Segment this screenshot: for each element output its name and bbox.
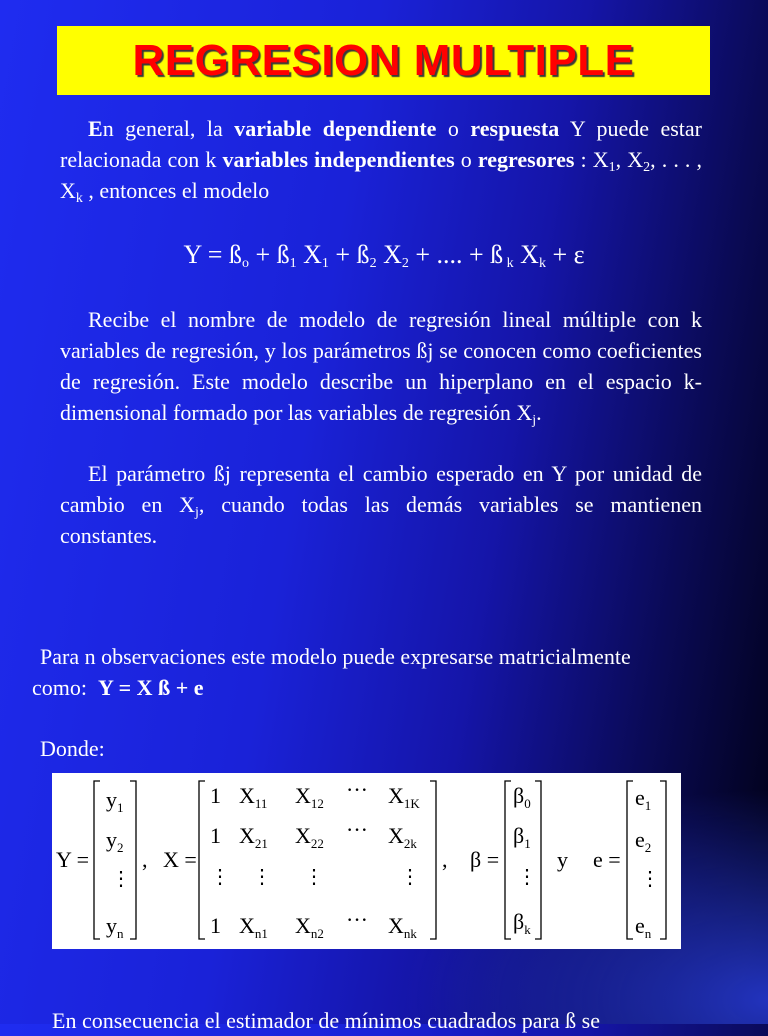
bottom-text: En consecuencia el estimador de mínimos cuadrados para ß se <box>52 1008 600 1033</box>
matrix-intro-line: Para n observaciones este modelo puede expresarse matricialmente <box>40 644 631 669</box>
svg-text:y2: $y_2$ <box>106 827 124 855</box>
svg-text:···: ··· <box>346 817 368 842</box>
parameter-paragraph: El parámetro ßj representa el cambio esperado en Y por unidad de cambio en $X_j$, cuando todas las demás variables se mantienen constantes. <box>60 461 702 548</box>
svg-text:⋮: ⋮ <box>517 866 537 888</box>
svg-text:e1: $e_1$ <box>635 785 652 813</box>
x-matrix-label: X = <box>163 847 197 872</box>
page-title: REGRESION MULTIPLE <box>132 35 635 85</box>
title-banner <box>57 26 710 95</box>
svg-text:⋮: ⋮ <box>400 866 420 888</box>
svg-text:βk: $\beta_k$ <box>513 909 531 937</box>
svg-text:e2: $e_2$ <box>635 827 652 855</box>
svg-text:X22: $X_{22}$ <box>295 823 324 851</box>
model-equation: $Y = ß_o$ + $ß_1$ $X_1$ + $ß_2$ $X_2$ + .... + ß $_k$ $X_k + \varepsilon$ <box>183 240 585 271</box>
svg-text:X11: $X_{11}$ <box>239 783 268 811</box>
svg-text:1: 1 <box>210 783 221 808</box>
svg-text:···: ··· <box>346 907 368 932</box>
svg-text:⋮: ⋮ <box>304 866 324 888</box>
svg-text:Xn2: $X_{n2}$ <box>295 913 324 941</box>
matrix-definitions <box>52 773 681 949</box>
svg-text:X1K: $X_{1K}$ <box>388 783 420 811</box>
svg-text:β0: $\beta_0$ <box>513 783 531 811</box>
beta-vector-label: β = <box>470 847 500 872</box>
comma-1: , <box>142 847 148 872</box>
donde-label: Donde: <box>40 736 105 761</box>
intro-paragraph: En general, la variable dependiente o respuesta Y puede estar relacionada con k variables independientes o regresores : $X_1$, $X_2$, . . . , $X_k$ , entonces el modelo <box>60 116 703 206</box>
svg-text:···: ··· <box>346 777 368 802</box>
comma-2: , <box>442 847 448 872</box>
e-vector-label: e = <box>593 847 621 872</box>
y-vector-label: Y = <box>56 847 89 872</box>
svg-text:⋮: ⋮ <box>210 866 230 888</box>
svg-text:en: $e_n$ <box>635 913 652 941</box>
svg-text:X21: $X_{21}$ <box>239 823 268 851</box>
svg-text:Xn1: $X_{n1}$ <box>239 913 268 941</box>
svg-text:X2k: $X_{2k}$ <box>388 823 417 851</box>
svg-text:Xnk: $X_{nk}$ <box>388 913 417 941</box>
svg-text:y1: $y_1$ <box>106 787 124 815</box>
svg-text:⋮: ⋮ <box>111 868 131 890</box>
matrix-formula-line: como: Y = X ß + e <box>32 675 204 700</box>
svg-text:1: 1 <box>210 913 221 938</box>
svg-text:X12: $X_{12}$ <box>295 783 324 811</box>
svg-text:⋮: ⋮ <box>252 866 272 888</box>
y-connector: y <box>557 847 568 872</box>
svg-text:⋮: ⋮ <box>640 868 660 890</box>
description-paragraph: Recibe el nombre de modelo de regresión lineal múltiple con k variables de regresión, y los parámetros ßj se conocen como coeficientes de regresión. Este modelo describe un hiperplano en el espacio k-dimensional formado por las variables de regresión $X_j$. <box>60 307 702 428</box>
svg-text:1: 1 <box>210 823 221 848</box>
svg-text:yn: $y_n$ <box>106 913 124 941</box>
svg-text:β1: $\beta_1$ <box>513 823 531 851</box>
